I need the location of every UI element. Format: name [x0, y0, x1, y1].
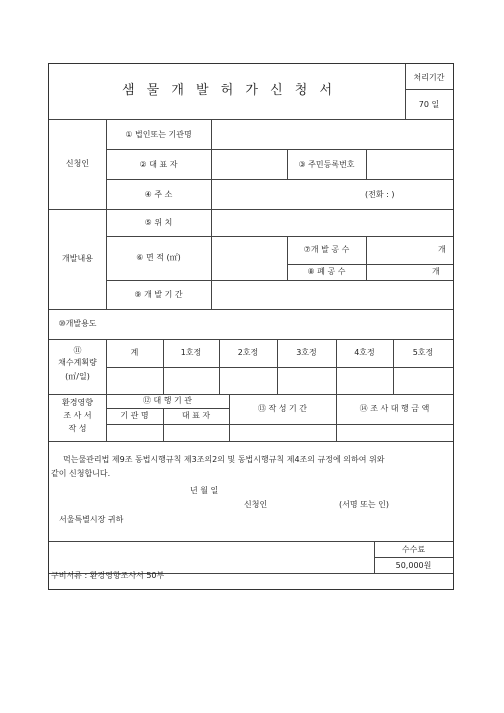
intake-label: 채수계획량	[58, 358, 97, 367]
attachments-text: 구비서류 : 환경영향조사서 50부	[51, 571, 165, 580]
processing-period-label: 처리기간	[413, 73, 445, 82]
dev-wells-unit: 개	[438, 245, 446, 254]
representative-label: ② 대 표 자	[139, 160, 178, 169]
rule	[49, 394, 453, 395]
env-label: 작 성	[68, 424, 87, 433]
rule	[106, 408, 229, 409]
development-section-label: 개발내용	[62, 254, 93, 263]
declaration-signature: (서명 또는 인)	[339, 500, 389, 509]
phone-label: (전화 : )	[365, 190, 395, 199]
declaration-date: 년 월 일	[190, 486, 219, 495]
write-period-label: ⑬ 작 성 기 간	[257, 404, 308, 413]
declaration-addressee: 서울특별시장 귀하	[59, 515, 124, 524]
rule	[106, 367, 453, 368]
rule	[49, 541, 453, 542]
rule	[374, 557, 453, 558]
rule	[49, 309, 453, 310]
rule	[366, 149, 367, 179]
rule	[106, 236, 453, 237]
env-label: 조 사 서	[63, 411, 92, 420]
processing-period-value: 70 일	[418, 100, 440, 109]
intake-column-header: 1호정	[180, 348, 202, 357]
closed-wells-unit: 개	[432, 267, 440, 276]
rule	[211, 119, 212, 309]
agency-name-label: 기 관 명	[120, 411, 149, 420]
rule	[366, 236, 367, 280]
closed-wells-label: ⑧ 폐 공 수	[307, 267, 346, 276]
rule	[106, 179, 453, 180]
address-label: ④ 주 소	[144, 190, 173, 199]
rule	[287, 264, 453, 265]
intake-column-header: 계	[130, 348, 139, 357]
agency-label: ⑫ 대 행 기 관	[142, 396, 193, 405]
rule	[405, 89, 453, 90]
applicant-section-label: 신청인	[65, 159, 90, 168]
fee-value: 50,000원	[395, 561, 432, 570]
rule	[229, 394, 230, 441]
intake-column-header: 4호정	[354, 348, 375, 357]
intake-column-header: 3호정	[296, 348, 317, 357]
rule	[49, 209, 453, 210]
intake-label: ⑪	[73, 346, 82, 355]
fee-amount-label: ⑭ 조 사 대 행 금 액	[359, 404, 430, 413]
resident-no-label: ③ 주민등록번호	[298, 160, 355, 169]
dev-period-label: ⑨ 개 발 기 간	[134, 290, 183, 299]
purpose-label: ⑩개발용도	[58, 319, 97, 328]
declaration-text: 먹는물관리법 제9조 동법시행규칙 제3조의2의 및 동법시행규칙 제4조의 규정에 의하여 위와	[63, 455, 385, 464]
declaration-text: 같이 신청합니다.	[51, 469, 111, 478]
rule	[106, 424, 453, 425]
declaration-applicant: 신청인	[244, 500, 268, 509]
rule	[106, 280, 453, 281]
rule	[49, 119, 453, 120]
rule	[49, 441, 453, 442]
intake-column-header: 5호정	[412, 348, 434, 357]
location-label: ⑤ 위 치	[144, 218, 173, 227]
fee-label: 수수료	[401, 545, 426, 554]
env-label: 환경영향	[62, 398, 93, 407]
dev-wells-label: ⑦개 발 공 수	[303, 245, 350, 254]
rule	[106, 149, 453, 150]
application-form	[48, 63, 454, 590]
area-label: ⑥ 면 적 (㎡)	[136, 253, 181, 262]
agency-rep-label: 대 표 자	[181, 411, 211, 420]
org-name-label: ① 법인또는 기관명	[125, 130, 192, 139]
intake-label: (㎥/일)	[65, 372, 90, 381]
rule	[106, 119, 107, 309]
form-title: 샘 물 개 발 허 가 신 청 서	[121, 83, 337, 98]
intake-column-header: 2호정	[237, 348, 259, 357]
